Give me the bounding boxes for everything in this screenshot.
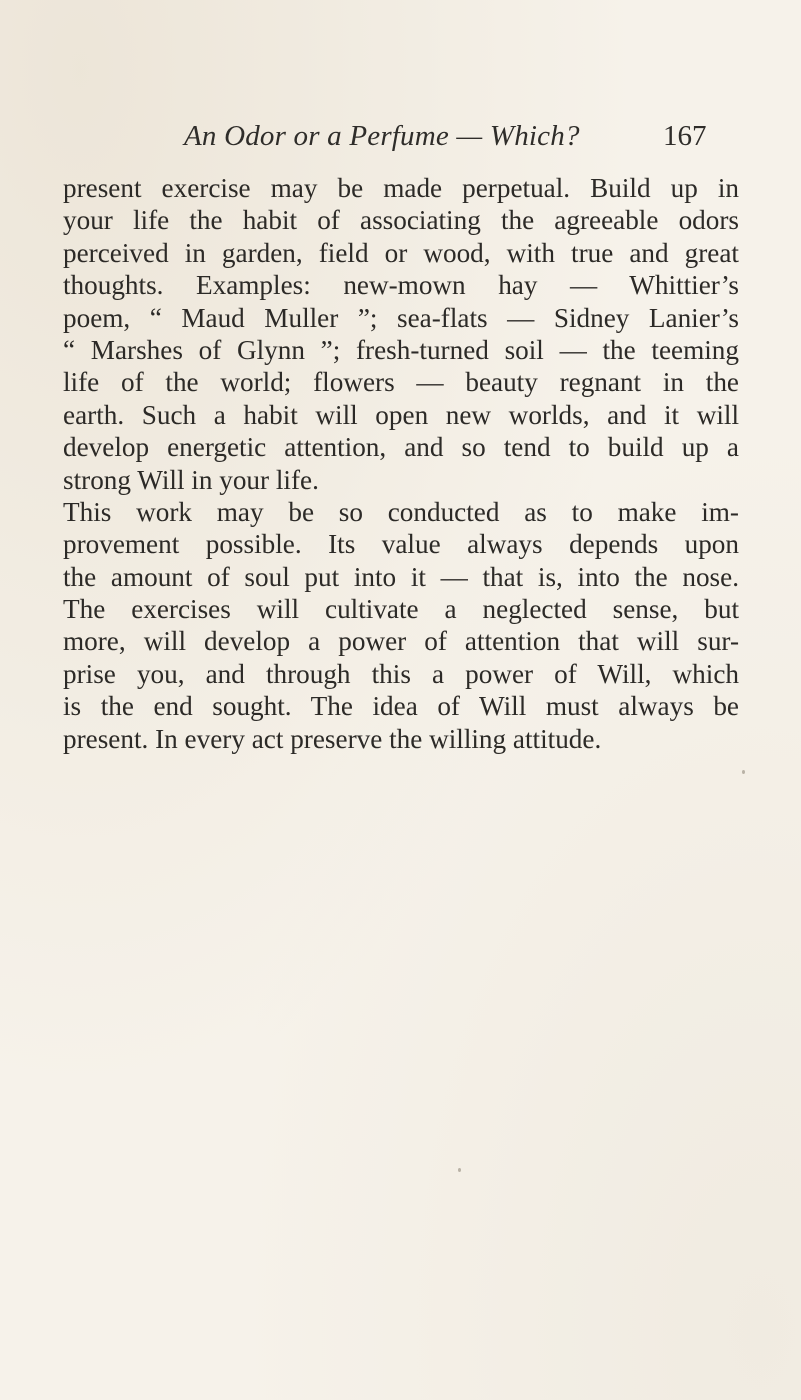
paper-speck xyxy=(742,770,745,774)
running-title: An Odor or a Perfume — Which? xyxy=(184,120,580,152)
text-line: poem, “ Maud Muller ”; sea-flats — Sidney Lanier’s xyxy=(63,302,739,333)
text-line: earth. Such a habit will open new worlds, and it will xyxy=(63,399,739,430)
text-line: present. In every act preserve the willing attitude. xyxy=(63,723,602,754)
text-line: “ Marshes of Glynn ”; fresh-turned soil — the teeming xyxy=(63,334,739,365)
text-line: strong Will in your life. xyxy=(63,464,319,495)
text-line: the amount of soul put into it — that is, into the nose. xyxy=(63,561,739,592)
text-line: thoughts. Examples: new-mown hay — Whittier’s xyxy=(63,270,739,301)
paper-speck xyxy=(458,1168,461,1172)
text-line: provement possible. Its value always depends upon xyxy=(63,529,739,560)
text-line: is the end sought. The idea of Will must always be xyxy=(63,691,739,722)
text-line: present exercise may be made perpetual. Build up in xyxy=(63,173,739,203)
text-line: The exercises will cultivate a neglected sense, but xyxy=(63,594,739,625)
text-line: prise you, and through this a power of Will, which xyxy=(63,658,739,689)
text-line: life of the world; flowers — beauty regnant in the xyxy=(63,367,739,398)
body-text xyxy=(63,172,739,755)
text-line: This work may be so conducted as to make im- xyxy=(63,496,739,527)
text-line: perceived in garden, field or wood, with true and great xyxy=(63,237,739,268)
running-head xyxy=(0,120,801,156)
text-line: develop energetic attention, and so tend to build up a xyxy=(63,432,739,463)
page-number: 167 xyxy=(663,120,707,152)
text-line: your life the habit of associating the agreeable odors xyxy=(63,205,739,236)
text-line: more, will develop a power of attention that will sur- xyxy=(63,626,739,657)
